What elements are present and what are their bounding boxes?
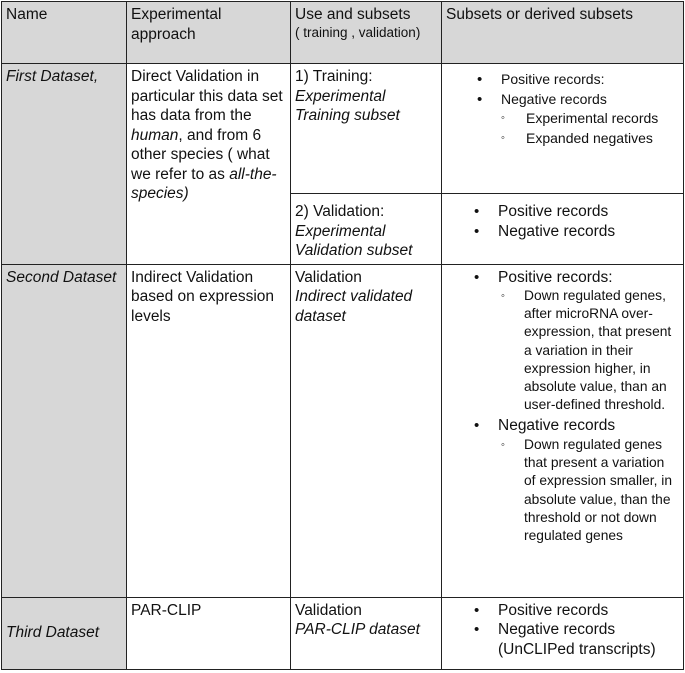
third-use-cell: [291, 597, 442, 669]
row-first-training: [2, 64, 684, 194]
first-dataset-name: [2, 64, 127, 265]
third-subsets: [442, 597, 684, 669]
second-subsets: [442, 264, 684, 597]
second-subsets-list: [446, 268, 679, 546]
header-approach-text: Experimental approach: [131, 6, 222, 43]
second-use-subset: Indirect validated dataset: [295, 288, 413, 325]
third-use-label: Validation: [295, 601, 362, 619]
approach-text-a: Direct Validation in particular this data set has data from the: [131, 68, 283, 124]
datasets-table: [1, 1, 684, 670]
list-item: • Negative records: [446, 416, 679, 436]
first-dataset-approach: [127, 64, 291, 265]
list-item: • Positive records:: [446, 70, 679, 90]
list-item: • Negative records: [446, 620, 679, 640]
approach-text-human: human: [131, 126, 179, 144]
third-use-subset: PAR-CLIP dataset: [295, 621, 420, 638]
first-training-cell: [291, 64, 442, 194]
list-item: (UnCLIPed transcripts): [498, 640, 656, 658]
approach-text-all-species: all-the-species): [131, 165, 277, 202]
third-subsets-list: [446, 601, 679, 660]
header-use: [291, 2, 442, 64]
validation-subsets-list: [446, 202, 679, 241]
list-item: • Positive records: [446, 601, 679, 621]
third-dataset-label: Third Dataset: [6, 624, 100, 642]
first-dataset-label: First Dataset,: [6, 68, 99, 85]
row-second: [2, 264, 684, 597]
approach-text-b: , and from 6 other species ( what we refer to as: [131, 126, 270, 183]
list-item: ◦ Down regulated genes that present a variation of expression smaller, in absolute value, than the threshold or not down regulated genes: [446, 436, 679, 545]
list-item: • Negative records: [446, 222, 679, 242]
list-item: ◦ Down regulated genes, after microRNA over-expression, that present a variation in their expression higher, in absolute value, than an user-defined threshold.: [446, 287, 679, 414]
training-subsets-list: [446, 70, 679, 148]
second-use-label: Validation: [295, 268, 362, 286]
header-subsets: [442, 2, 684, 64]
training-subset: Experimental Training subset: [295, 87, 400, 124]
second-approach-text: Indirect Validation based on expression levels: [131, 268, 275, 325]
list-item: • Positive records:: [446, 268, 679, 288]
validation-subset: Experimental Validation subset: [295, 222, 413, 259]
header-row: [2, 2, 684, 64]
second-dataset-approach: [127, 264, 291, 597]
third-dataset-name: [2, 597, 127, 669]
first-validation-cell: [291, 194, 442, 265]
third-dataset-approach: [127, 597, 291, 669]
third-approach-text: PAR-CLIP: [131, 601, 202, 619]
second-dataset-label: Second Dataset: [6, 268, 117, 286]
list-item: ◦ Experimental records: [446, 109, 679, 129]
row-third: [2, 597, 684, 669]
header-name: [2, 2, 127, 64]
header-approach: [127, 2, 291, 64]
header-name-text: Name: [6, 6, 48, 23]
list-item: • Positive records: [446, 202, 679, 222]
header-subsets-text: Subsets or derived subsets: [446, 6, 633, 23]
first-training-subsets: [442, 64, 684, 194]
training-label: 1) Training:: [295, 68, 373, 85]
header-use-text: Use and subsets: [295, 6, 411, 23]
header-use-subtext: ( training , validation): [295, 24, 421, 40]
list-item: • Negative records: [446, 90, 679, 110]
second-dataset-name: [2, 264, 127, 597]
list-item: ◦ Expanded negatives: [446, 129, 679, 149]
second-use-cell: [291, 264, 442, 597]
validation-label: 2) Validation:: [295, 203, 385, 220]
first-validation-subsets: [442, 194, 684, 265]
